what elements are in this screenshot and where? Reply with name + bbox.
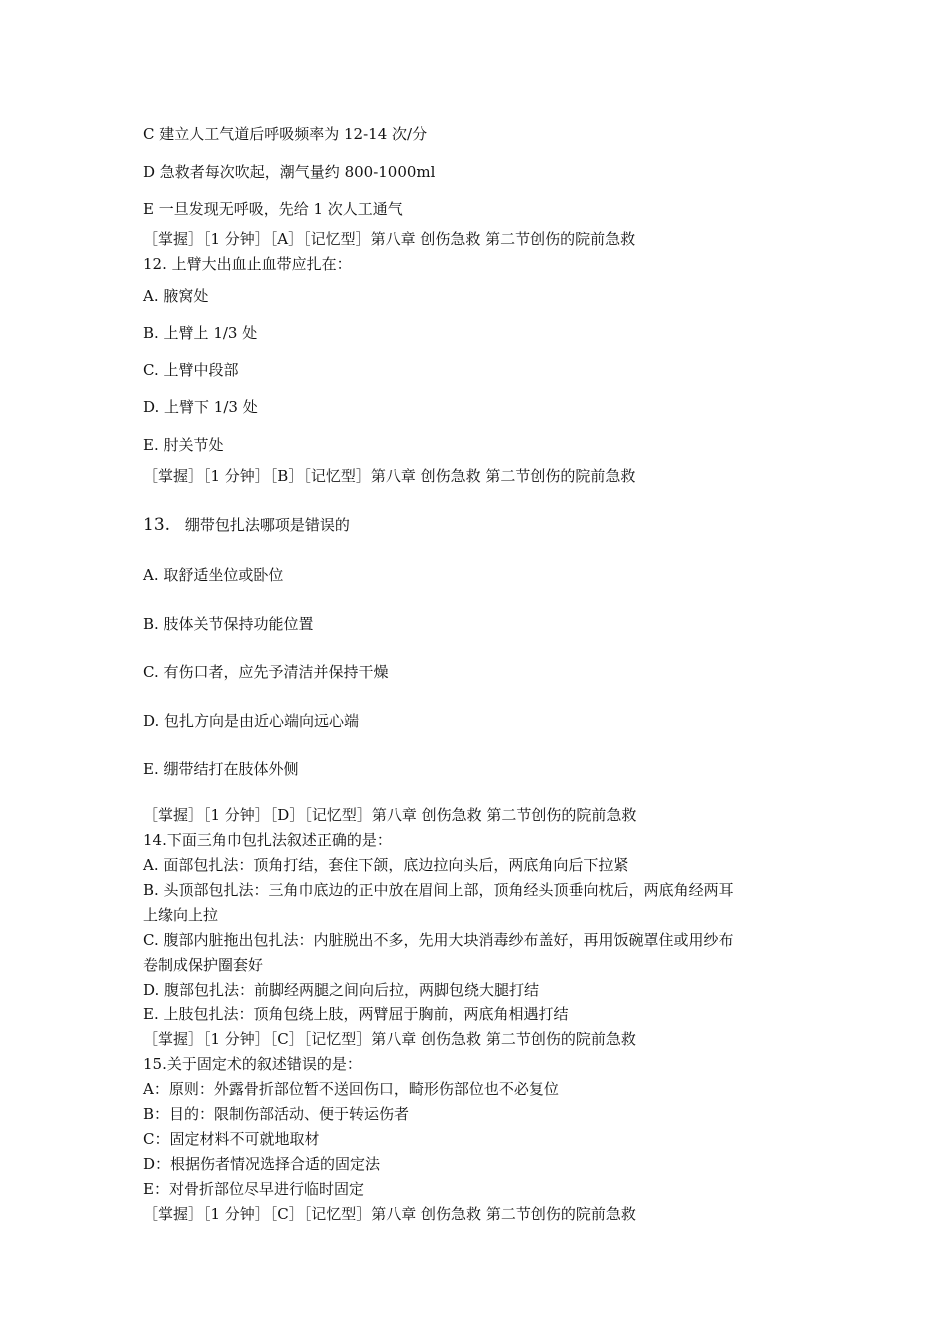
- q13-option-d: D. 包扎方向是由近心端向远心端: [143, 712, 360, 730]
- q14-stem: 14.下面三角巾包扎法叙述正确的是：: [143, 831, 392, 849]
- q14-option-b-line2: 上缘向上拉: [143, 906, 219, 924]
- q13-option-c: C. 有伤口者，应先予清洁并保持干燥: [143, 663, 389, 681]
- q13-number: 13.: [143, 515, 171, 535]
- q13-meta: ［掌握］［1 分钟］［D］［记忆型］第八章 创伤急救 第二节创伤的院前急救: [143, 806, 637, 824]
- q14-option-b-line1: B. 头顶部包扎法：三角巾底边的正中放在眉间上部，顶角经头顶垂向枕后，两底角经两耳: [143, 881, 734, 899]
- q12-stem: 12. 上臂大出血止血带应扎在：: [143, 255, 352, 273]
- q12-option-c: C. 上臂中段部: [143, 361, 239, 379]
- q14-option-a: A. 面部包扎法：顶角打结，套住下颌，底边拉向头后，两底角向后下拉紧: [143, 856, 629, 874]
- q15-option-c: C：固定材料不可就地取材: [143, 1130, 320, 1148]
- q13-option-a: A. 取舒适坐位或卧位: [143, 566, 284, 584]
- q13-option-b: B. 肢体关节保持功能位置: [143, 615, 314, 633]
- q12-option-b: B. 上臂上 1/3 处: [143, 324, 258, 342]
- q12-option-a: A. 腋窝处: [143, 287, 209, 305]
- q12-option-e: E. 肘关节处: [143, 436, 224, 454]
- q13-stem: 绷带包扎法哪项是错误的: [184, 516, 350, 534]
- q14-option-e: E. 上肢包扎法：顶角包绕上肢，两臂屈于胸前，两底角相遇打结: [143, 1005, 569, 1023]
- q12-option-d: D. 上臂下 1/3 处: [143, 398, 258, 416]
- q11-option-d: D 急救者每次吹起，潮气量约 800-1000ml: [143, 163, 436, 181]
- q14-option-c-line2: 卷制成保护圈套好: [143, 956, 264, 974]
- q15-meta: ［掌握］［1 分钟］［C］［记忆型］第八章 创伤急救 第二节创伤的院前急救: [143, 1205, 636, 1223]
- q15-option-a: A：原则：外露骨折部位暂不送回伤口，畸形伤部位也不必复位: [143, 1080, 559, 1098]
- q11-meta: ［掌握］［1 分钟］［A］［记忆型］第八章 创伤急救 第二节创伤的院前急救: [143, 230, 636, 248]
- q15-option-d: D：根据伤者情况选择合适的固定法: [143, 1155, 381, 1173]
- q15-option-e: E：对骨折部位尽早进行临时固定: [143, 1180, 364, 1198]
- q12-meta: ［掌握］［1 分钟］［B］［记忆型］第八章 创伤急救 第二节创伤的院前急救: [143, 467, 636, 485]
- q14-option-c-line1: C. 腹部内脏拖出包扎法：内脏脱出不多，先用大块消毒纱布盖好，再用饭碗罩住或用纱布: [143, 931, 734, 949]
- q14-option-d: D. 腹部包扎法：前脚经两腿之间向后拉，两脚包绕大腿打结: [143, 981, 540, 999]
- q13-stem-row: [143, 516, 350, 534]
- q13-option-e: E. 绷带结打在肢体外侧: [143, 760, 299, 778]
- q14-meta: ［掌握］［1 分钟］［C］［记忆型］第八章 创伤急救 第二节创伤的院前急救: [143, 1030, 636, 1048]
- q11-option-e: E 一旦发现无呼吸，先给 1 次人工通气: [143, 200, 403, 218]
- q15-stem: 15.关于固定术的叙述错误的是：: [143, 1055, 362, 1073]
- q15-option-b: B：目的：限制伤部活动、便于转运伤者: [143, 1105, 410, 1123]
- q11-option-c: C 建立人工气道后呼吸频率为 12-14 次/分: [143, 125, 428, 143]
